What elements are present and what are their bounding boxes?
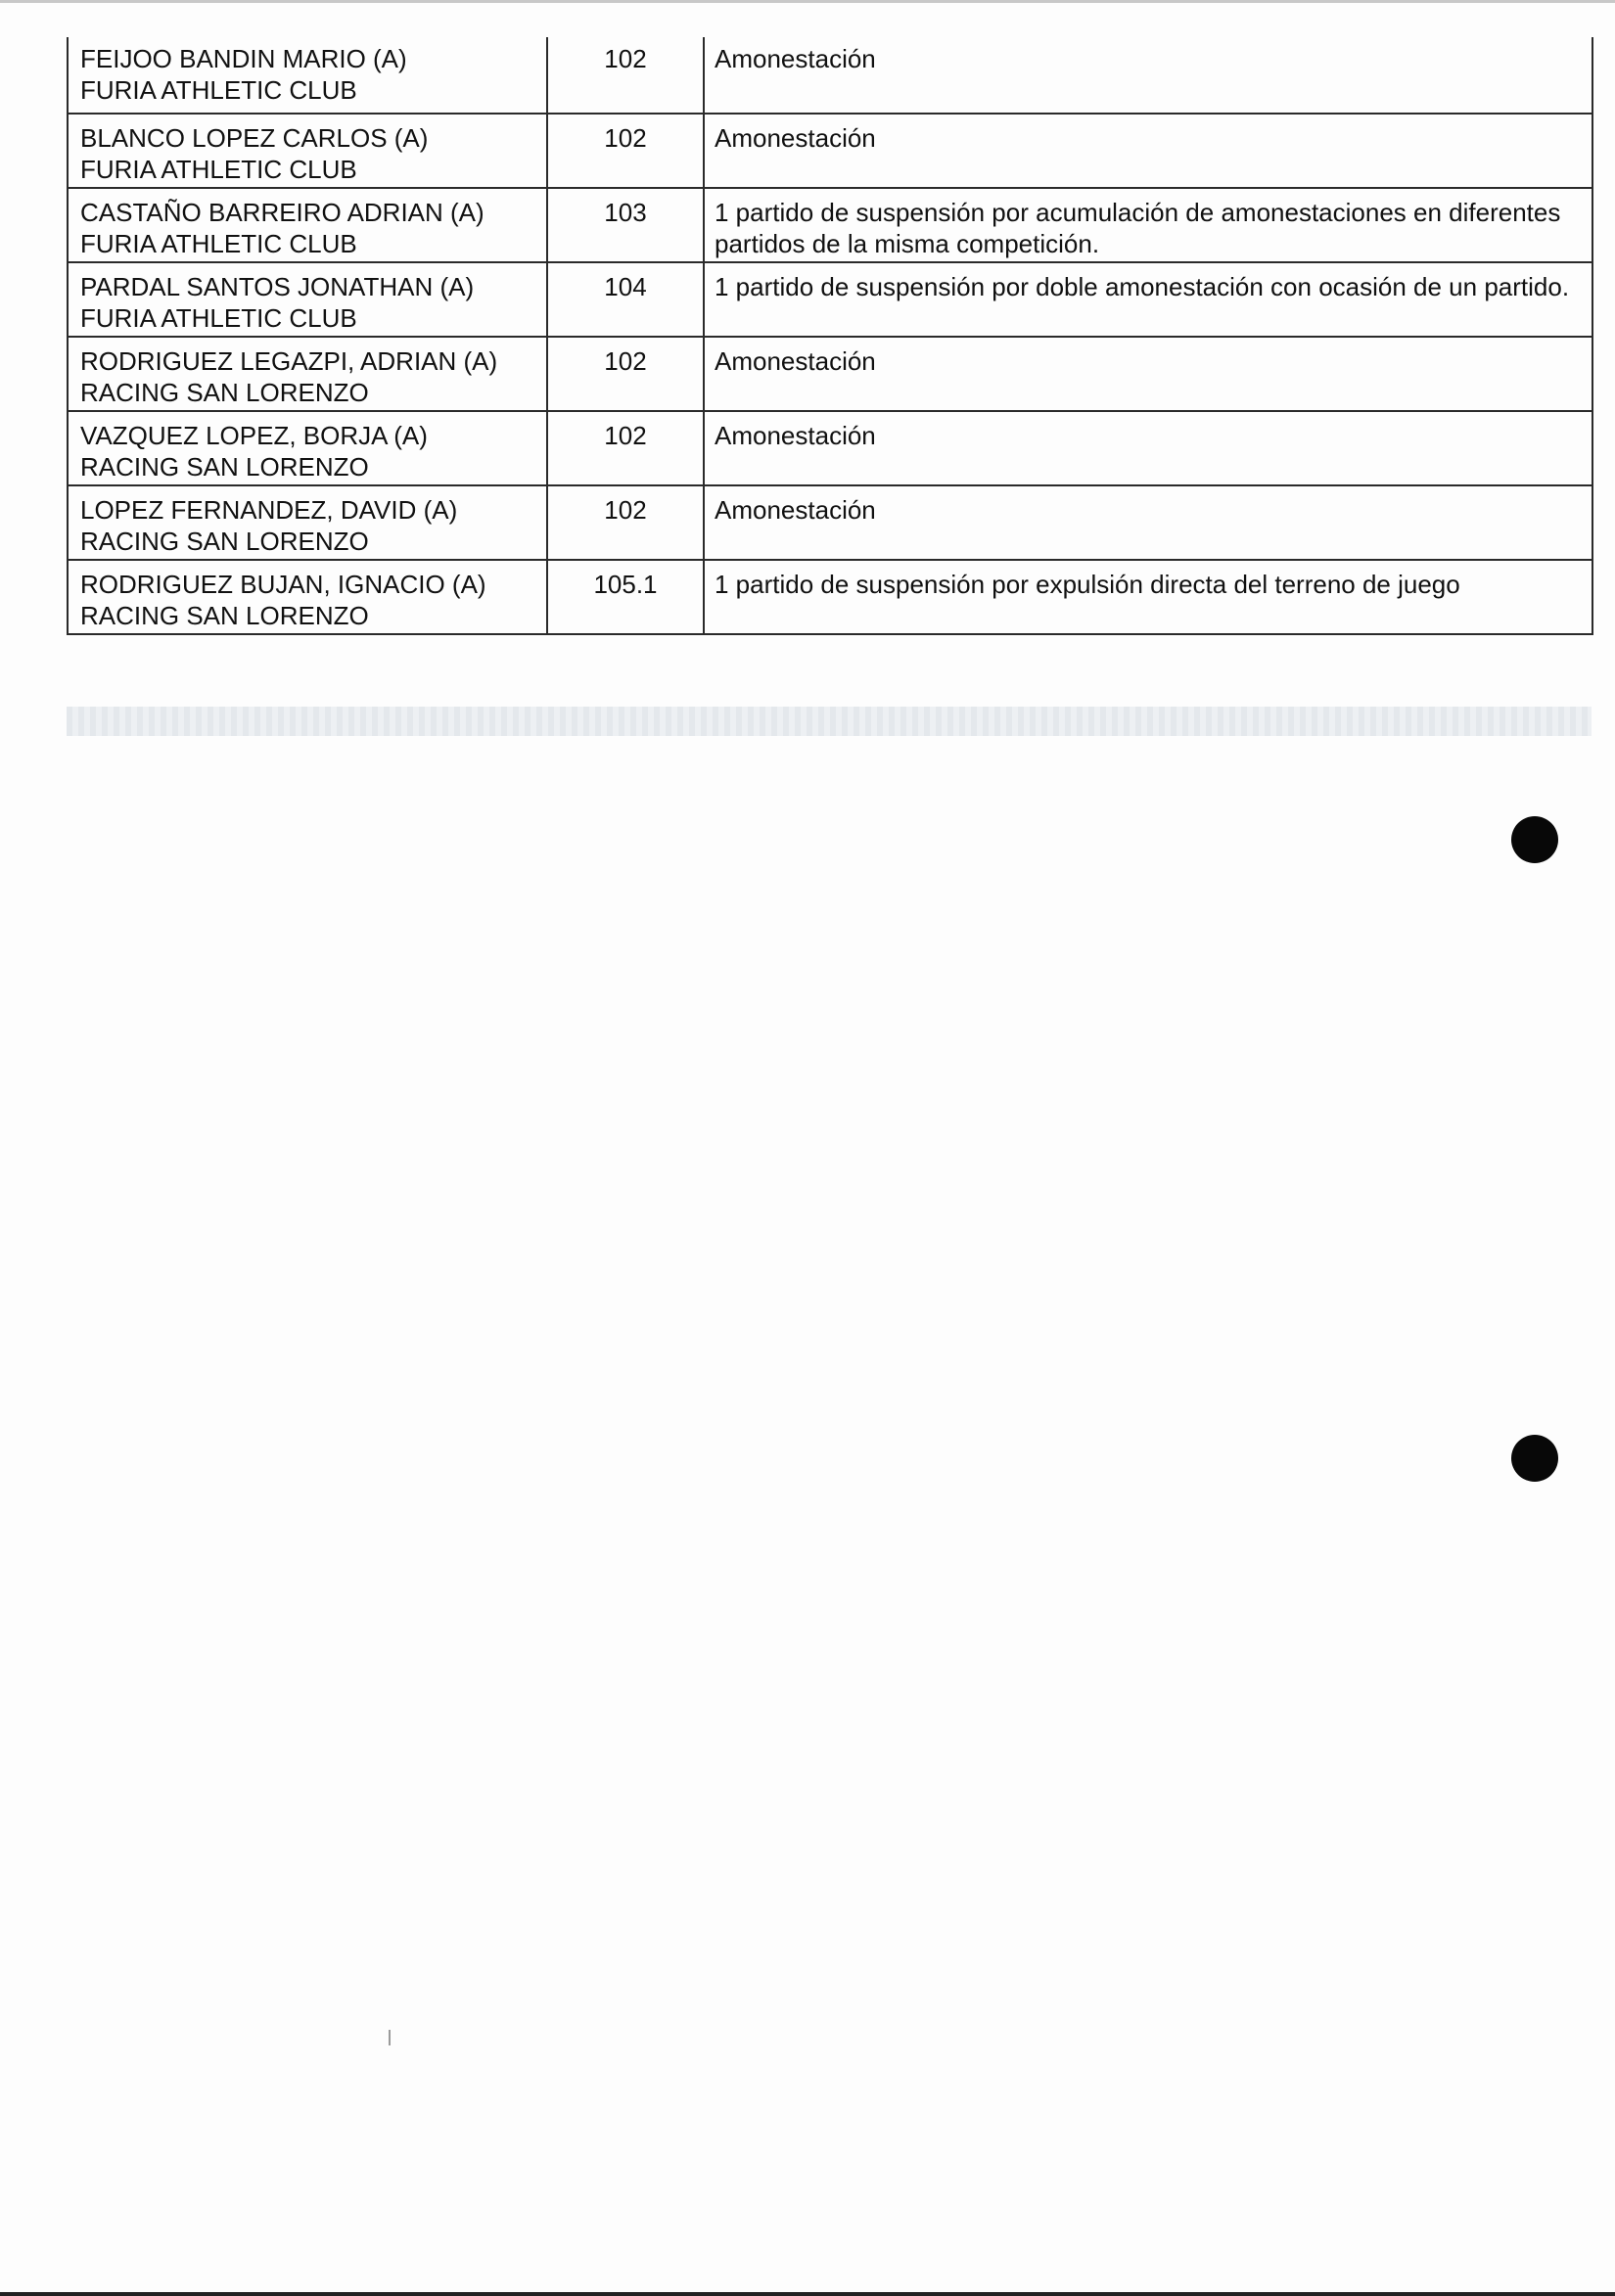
sanction-cell: 1 partido de suspensión por doble amonestación con ocasión de un partido. [704, 262, 1592, 337]
article-cell: 104 [547, 262, 704, 337]
player-cell [68, 114, 547, 188]
table-row [68, 262, 1592, 337]
player-cell [68, 485, 547, 560]
sanction-cell: Amonestación [704, 485, 1592, 560]
player-name: VAZQUEZ LOPEZ, BORJA (A) [80, 421, 428, 450]
table-row [68, 337, 1592, 411]
player-name: LOPEZ FERNANDEZ, DAVID (A) [80, 495, 458, 525]
player-cell [68, 188, 547, 262]
club-name: RACING SAN LORENZO [80, 601, 369, 630]
player-name: RODRIGUEZ LEGAZPI, ADRIAN (A) [80, 346, 498, 376]
player-cell [68, 337, 547, 411]
club-name: FURIA ATHLETIC CLUB [80, 303, 357, 333]
sanction-cell: Amonestación [704, 337, 1592, 411]
page-bottom-edge [0, 2292, 1615, 2296]
player-name: BLANCO LOPEZ CARLOS (A) [80, 123, 429, 153]
sanction-cell: 1 partido de suspensión por acumulación de amonestaciones en diferentes partidos de la misma competición. [704, 188, 1592, 262]
player-name: RODRIGUEZ BUJAN, IGNACIO (A) [80, 570, 486, 599]
sanctions-table [67, 37, 1593, 635]
article-cell: 102 [547, 114, 704, 188]
player-name: FEIJOO BANDIN MARIO (A) [80, 44, 407, 73]
stray-scan-mark [389, 2030, 391, 2045]
player-cell [68, 262, 547, 337]
player-name: CASTAÑO BARREIRO ADRIAN (A) [80, 198, 484, 227]
sanction-cell: 1 partido de suspensión por expulsión directa del terreno de juego [704, 560, 1592, 634]
article-cell: 105.1 [547, 560, 704, 634]
article-cell: 102 [547, 485, 704, 560]
article-cell: 102 [547, 411, 704, 485]
club-name: RACING SAN LORENZO [80, 527, 369, 556]
table-row [68, 560, 1592, 634]
page-top-edge [0, 0, 1615, 3]
table-row [68, 114, 1592, 188]
table-row [68, 188, 1592, 262]
club-name: RACING SAN LORENZO [80, 452, 369, 482]
table-row [68, 485, 1592, 560]
article-cell: 103 [547, 188, 704, 262]
sanction-cell: Amonestación [704, 37, 1592, 114]
club-name: FURIA ATHLETIC CLUB [80, 75, 357, 105]
punch-hole-top [1511, 816, 1558, 863]
scan-shading-band [67, 707, 1592, 736]
player-name: PARDAL SANTOS JONATHAN (A) [80, 272, 475, 301]
player-cell [68, 560, 547, 634]
sanction-cell: Amonestación [704, 114, 1592, 188]
article-cell: 102 [547, 37, 704, 114]
club-name: FURIA ATHLETIC CLUB [80, 155, 357, 184]
club-name: RACING SAN LORENZO [80, 378, 369, 407]
player-cell [68, 37, 547, 114]
player-cell [68, 411, 547, 485]
table-row [68, 411, 1592, 485]
sanctions-table-container [67, 37, 1592, 635]
punch-hole-bottom [1511, 1435, 1558, 1482]
article-cell: 102 [547, 337, 704, 411]
club-name: FURIA ATHLETIC CLUB [80, 229, 357, 258]
table-row [68, 37, 1592, 114]
sanction-cell: Amonestación [704, 411, 1592, 485]
